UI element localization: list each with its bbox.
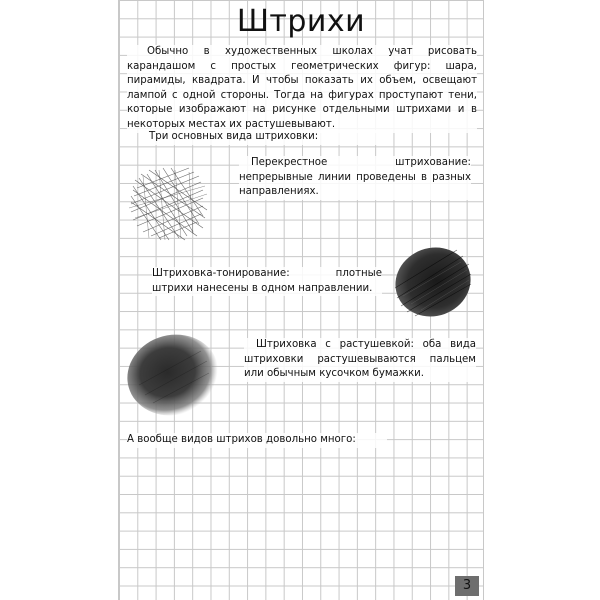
hatching-kinds-heading: Три основных вида штриховки: <box>149 130 389 145</box>
tone-hatching-caption: Штриховка-тонирование: плотные штрихи нанесены в одном направлении. <box>152 267 382 296</box>
workbook-page <box>118 0 484 600</box>
outro-text: А вообще видов штрихов довольно много: <box>127 433 387 448</box>
page-title: Штрихи <box>236 4 366 39</box>
blended-hatching-sketch <box>119 325 224 425</box>
tone-hatching-sketch <box>381 238 481 328</box>
page-number-badge: 3 <box>455 576 479 596</box>
blended-hatching-caption: Штриховка с растушевкой: оба вида штриховки растушевываются пальцем или обычным кусочком бумажки. <box>244 338 476 382</box>
intro-paragraph: Обычно в художественных школах учат рисовать карандашом с простых геометрических фигур: шара, пирамиды, квадрата. И чтобы показать их объем, освещают лампой с одной стороны. Тогда на фигурах проступают тени, которые изображают на рисунке отдельными штрихами и в некоторых местах их растушевывают. <box>127 45 477 133</box>
cross-hatching-caption: Перекрестное штрихование: непрерывные линии проведены в разных направлениях. <box>239 156 471 200</box>
cross-hatching-sketch <box>119 158 219 248</box>
